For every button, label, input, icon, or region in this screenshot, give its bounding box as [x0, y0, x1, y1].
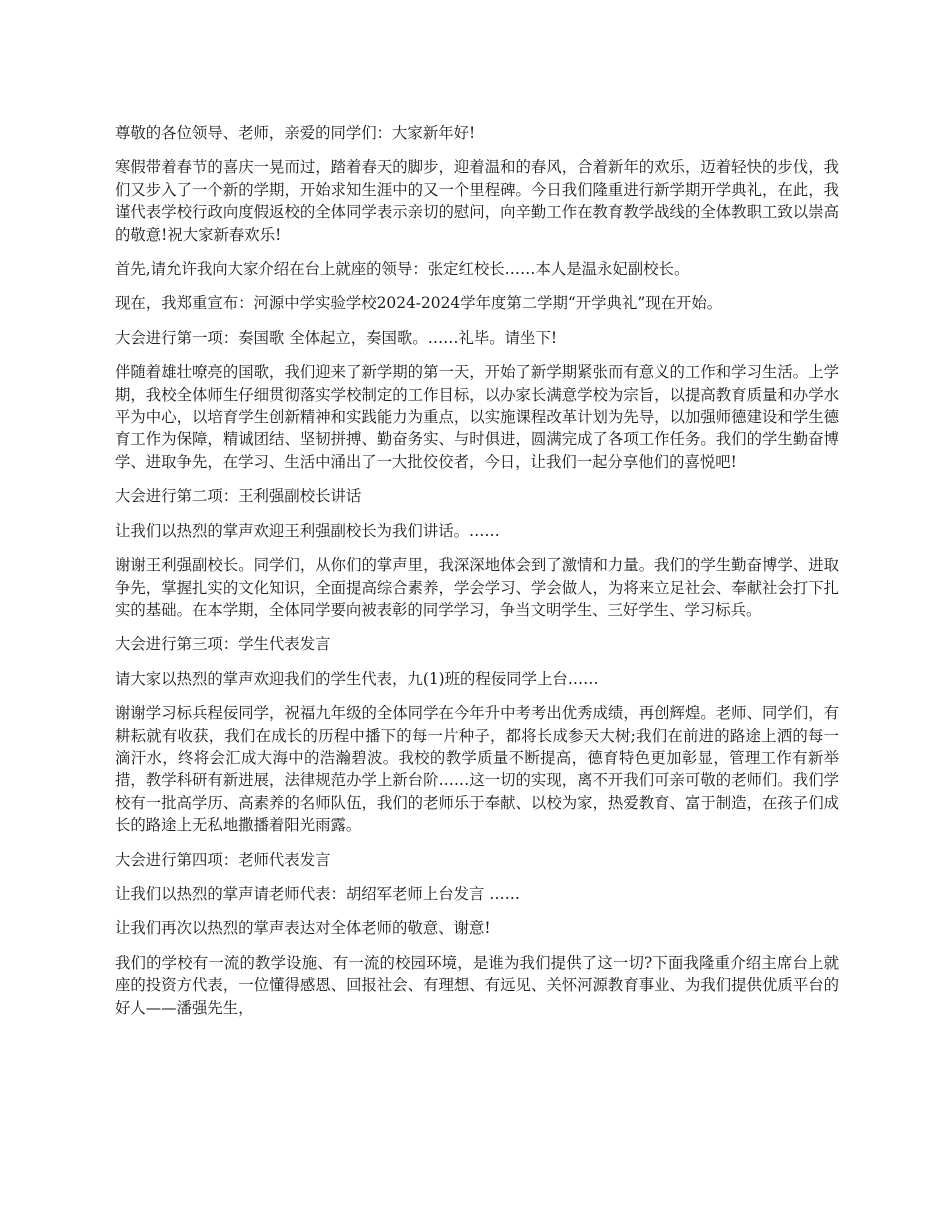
paragraph-opening: 寒假带着春节的喜庆一晃而过，踏着春天的脚步，迎着温和的春风，合着新年的欢乐，迈着轻快的步伐，我们又步入了一个新的学期，开始求知生涯中的又一个里程碑。今日我们隆重进行新学期开学典礼，在此，我谨代表学校行政向度假返校的全体同学表示亲切的慰问，向辛勤工作在教育教学战线的全体教职工致以崇高的敬意!祝大家新春欢乐! [115, 158, 839, 244]
paragraph-welcome-teacher: 让我们以热烈的掌声请老师代表：胡绍军老师上台发言 …… [115, 884, 521, 903]
paragraph-introduction: 首先,请允许我向大家介绍在台上就座的领导：张定红校长……本人是温永妃副校长。 [115, 260, 690, 279]
paragraph-agenda-item-2: 大会进行第二项：王利强副校长讲话 [115, 487, 362, 506]
paragraph-thanks-student: 谢谢学习标兵程佞同学，祝福九年级的全体同学在今年升中考考出优秀成绩，再创辉煌。老师、同学们，有耕耘就有收获，我们在成长的历程中播下的每一片种子，都将长成参天大树;我们在前进的路途上洒的每一滴汗水，终将会汇成大海中的浩瀚碧波。我校的教学质量不断提高，德育特色更加彰显，管理工作有新举措，教学科研有新进展，法律规范办学上新台阶……这一切的实现，离不开我们可亲可敬的老师们。我们学校有一批高学历、高素养的名师队伍，我们的老师乐于奉献、以校为家，热爱教育、富于制造，在孩子们成长的路途上无私地撒播着阳光雨露。 [115, 704, 839, 835]
paragraph-announcement: 现在，我郑重宣布：河源中学实验学校2024-2024学年度第二学期“开学典礼”现在开始。 [115, 294, 723, 313]
paragraph-agenda-item-4: 大会进行第四项：老师代表发言 [115, 850, 331, 869]
document-body [115, 122, 839, 1031]
paragraph-thanks-teachers: 让我们再次以热烈的掌声表达对全体老师的敬意、谢意! [115, 919, 491, 938]
paragraph-welcome-speaker: 让我们以热烈的掌声欢迎王利强副校长为我们讲话。…… [115, 521, 500, 540]
paragraph-review: 伴随着雄壮嘹亮的国歌，我们迎来了新学期的第一天，开始了新学期紧张而有意义的工作和学习生活。上学期，我校全体师生仔细贯彻落实学校制定的工作目标，以办家长满意学校为宗旨，以提高教育质量和办学水平为中心，以培育学生创新精神和实践能力为重点，以实施课程改革计划为先导，以加强师德建设和学生德育工作为保障，精诚团结、坚韧拼搏、勤奋务实、与时俱进，圆满完成了各项工作任务。我们的学生勤奋博学、进取争先，在学习、生活中涌出了一大批佼佼者，今日，让我们一起分享他们的喜悦吧! [115, 363, 839, 471]
paragraph-agenda-item-3: 大会进行第三项：学生代表发言 [115, 635, 331, 654]
paragraph-thanks-speaker: 谢谢王利强副校长。同学们，从你们的掌声里，我深深地体会到了激情和力量。我们的学生勤奋博学、进取争先，掌握扎实的文化知识，全面提高综合素养，学会学习、学会做人，为将来立足社会、奉献社会打下扎实的基础。在本学期，全体同学要向被表彰的同学学习，争当文明学生、三好学生、学习标兵。 [115, 556, 839, 619]
paragraph-investor: 我们的学校有一流的教学设施、有一流的校园环境，是谁为我们提供了这一切?下面我隆重介绍主席台上就座的投资方代表，一位懂得感恩、回报社会、有理想、有远见、关怀河源教育事业、为我们提供优质平台的好人——潘强先生， [115, 953, 839, 1017]
paragraph-welcome-student: 请大家以热烈的掌声欢迎我们的学生代表，九(1)班的程佞同学上台…… [115, 669, 599, 688]
paragraph-agenda-item-1: 大会进行第一项：奏国歌 全体起立，奏国歌。……礼毕。请坐下! [115, 328, 558, 347]
paragraph-greeting: 尊敬的各位领导、老师，亲爱的同学们：大家新年好! [115, 124, 476, 142]
